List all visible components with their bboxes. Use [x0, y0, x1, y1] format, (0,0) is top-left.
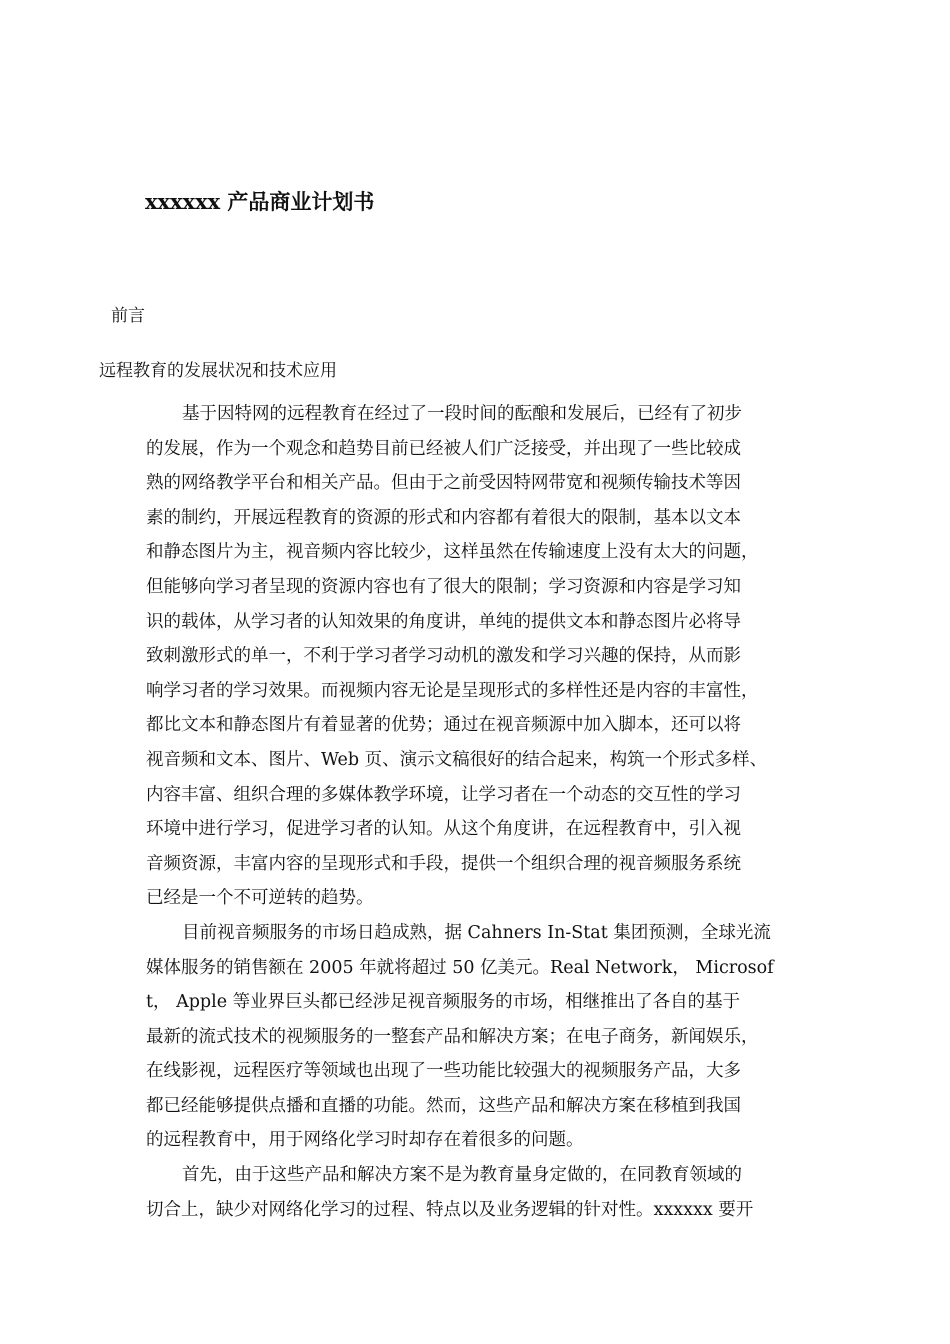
- paragraph-line: 媒体服务的销售额在 2005 年就将超过 50 亿美元。Real Network， Microsof: [146, 957, 774, 978]
- paragraph-line: 都比文本和静态图片有着显著的优势；通过在视音频源中加入脚本，还可以将: [146, 715, 741, 736]
- paragraph-line: 响学习者的学习效果。而视频内容无论是呈现形式的多样性还是内容的丰富性，: [146, 680, 759, 701]
- paragraph-line: 环境中进行学习，促进学习者的认知。从这个角度讲，在远程教育中，引入视: [146, 819, 741, 840]
- paragraph-line: 的远程教育中，用于网络化学习时却存在着很多的问题。: [146, 1130, 584, 1151]
- paragraph-line: t， Apple 等业界巨头都已经涉足视音频服务的市场，相继推出了各自的基于: [146, 992, 741, 1013]
- paragraph-line: 的发展，作为一个观念和趋势目前已经被人们广泛接受，并出现了一些比较成: [146, 438, 741, 459]
- paragraph-line: 切合上，缺少对网络化学习的过程、特点以及业务逻辑的针对性。xxxxxx 要开: [146, 1199, 754, 1220]
- paragraph-line: 最新的流式技术的视频服务的一整套产品和解决方案；在电子商务，新闻娱乐，: [146, 1026, 759, 1047]
- paragraph-line: 在线影视，远程医疗等领域也出现了一些功能比较强大的视频服务产品，大多: [146, 1061, 741, 1082]
- document-title: xxxxxx 产品商业计划书: [145, 189, 375, 214]
- paragraph-line: 视音频和文本、图片、Web 页、演示文稿很好的结合起来，构筑一个形式多样、: [146, 749, 768, 770]
- paragraph-line: 识的载体，从学习者的认知效果的角度讲，单纯的提供文本和静态图片必将导: [146, 611, 741, 632]
- paragraph-line: 熟的网络教学平台和相关产品。但由于之前受因特网带宽和视频传输技术等因: [146, 473, 741, 494]
- paragraph-line: 素的制约，开展远程教育的资源的形式和内容都有着很大的限制，基本以文本: [146, 507, 741, 528]
- paragraph-line: 都已经能够提供点播和直播的功能。然而，这些产品和解决方案在移植到我国: [146, 1095, 741, 1116]
- preface-heading: 前言: [111, 306, 145, 326]
- paragraph-line: 内容丰富、组织合理的多媒体教学环境，让学习者在一个动态的交互性的学习: [146, 784, 741, 805]
- body-text: [146, 397, 826, 1227]
- paragraph-line: 目前视音频服务的市场日趋成熟，据 Cahners In-Stat 集团预测，全球光流: [182, 922, 771, 943]
- paragraph-line: 已经是一个不可逆转的趋势。: [146, 888, 374, 909]
- paragraph-line: 音频资源，丰富内容的呈现形式和手段，提供一个组织合理的视音频服务系统: [146, 853, 741, 874]
- paragraph-line: 致刺激形式的单一，不利于学习者学习动机的激发和学习兴趣的保持，从而影: [146, 646, 741, 667]
- paragraph-line: 首先，由于这些产品和解决方案不是为教育量身定做的，在同教育领域的: [182, 1165, 742, 1186]
- section-heading: 远程教育的发展状况和技术应用: [99, 361, 337, 381]
- paragraph-line: 但能够向学习者呈现的资源内容也有了很大的限制；学习资源和内容是学习知: [146, 576, 741, 597]
- paragraph-line: 基于因特网的远程教育在经过了一段时间的酝酿和发展后，已经有了初步: [182, 404, 742, 424]
- paragraph-line: 和静态图片为主，视音频内容比较少，这样虽然在传输速度上没有太大的问题，: [146, 542, 759, 563]
